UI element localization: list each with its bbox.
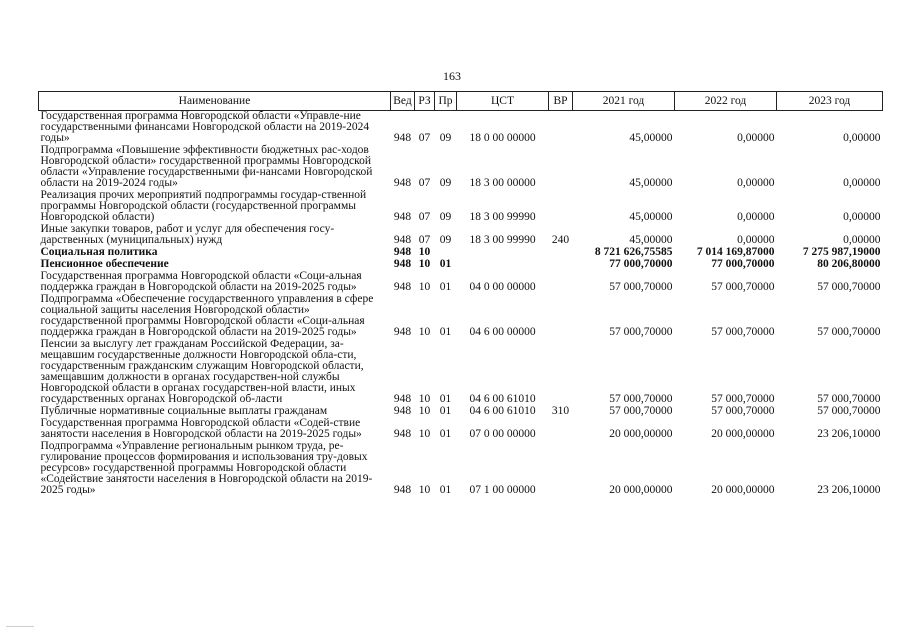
row-amount-2023: 80 206,80000 <box>817 258 881 270</box>
table-row <box>39 224 883 247</box>
row-vr <box>549 259 573 271</box>
row-cst: 18 0 00 00000 <box>469 132 536 144</box>
row-ved: 948 <box>393 177 412 189</box>
row-amount-2023: 0,00000 <box>843 132 881 144</box>
row-amount-2021: 45,00000 <box>629 177 673 189</box>
row-ved: 948 <box>393 428 412 440</box>
row-name: Подпрограмма «Обеспечение государственного управления в сфере социальной защиты населения Новгородской области» государственной программы Новгородской области «Соци-альная поддержка граждан в Новгородской области на 2019-2025 годы» <box>40 293 374 338</box>
row-vr <box>549 294 573 339</box>
row-cst: 18 3 00 99990 <box>469 234 536 246</box>
row-amount-2023: 7 275 987,19000 <box>802 246 881 258</box>
row-vr <box>549 418 573 441</box>
table-row <box>39 111 883 146</box>
row-amount-2022: 57 000,70000 <box>711 393 775 405</box>
table-row <box>39 418 883 441</box>
row-amount-2023: 0,00000 <box>843 177 881 189</box>
row-amount-2021: 57 000,70000 <box>609 326 673 338</box>
row-amount-2023: 57 000,70000 <box>817 326 881 338</box>
row-amount-2022: 77 000,70000 <box>711 258 775 270</box>
row-amount-2021: 45,00000 <box>629 132 673 144</box>
row-rz: 10 <box>418 405 431 417</box>
row-vr: 310 <box>551 405 570 417</box>
row-amount-2021: 20 000,00000 <box>609 484 673 496</box>
row-rz: 07 <box>418 234 431 246</box>
row-vr <box>549 339 573 406</box>
row-ved: 948 <box>393 234 412 246</box>
table-row <box>39 441 883 497</box>
row-amount-2023: 23 206,10000 <box>817 484 881 496</box>
row-amount-2022: 0,00000 <box>737 132 775 144</box>
row-name: Подпрограмма «Повышение эффективности бюджетных рас-ходов Новгородской области» государственной программы Новгородской области «Управление государственными фи-нансами Новгородской области на 2019-2024 годы» <box>40 144 373 189</box>
row-rz: 10 <box>418 326 431 338</box>
row-name: Иные закупки товаров, работ и услуг для обеспечения госу-дарственных (муниципальных) нужд <box>40 223 335 246</box>
row-cst: 18 3 00 99990 <box>469 211 536 223</box>
row-name: Пенсионное обеспечение <box>40 258 169 270</box>
row-rz: 07 <box>418 132 431 144</box>
row-amount-2022: 57 000,70000 <box>711 326 775 338</box>
row-amount-2021: 45,00000 <box>629 211 673 223</box>
row-rz: 10 <box>418 258 431 270</box>
row-name: Государственная программа Новгородской области «Управле-ние государственными финансами Новгородской области на 2019-2024 годы» <box>40 110 370 144</box>
header-2021: 2021 год <box>573 92 675 111</box>
row-cst: 04 0 00 00000 <box>469 281 536 293</box>
row-pr: 09 <box>439 234 452 246</box>
row-pr: 01 <box>439 281 452 293</box>
table-row <box>39 339 883 406</box>
table-header-row <box>39 92 883 111</box>
row-pr: 01 <box>439 484 452 496</box>
row-pr: 01 <box>439 326 452 338</box>
row-cst: 07 1 00 00000 <box>469 484 536 496</box>
row-name: Социальная политика <box>40 246 158 258</box>
row-name: Публичные нормативные социальные выплаты гражданам <box>40 405 328 417</box>
row-amount-2022: 20 000,00000 <box>711 484 775 496</box>
header-rz: РЗ <box>415 92 435 111</box>
row-name: Реализация прочих мероприятий подпрограммы государ-ственной программы Новгородской области (государственной программы Новгородской области) <box>40 189 367 223</box>
page-number: 163 <box>443 69 461 83</box>
row-ved: 948 <box>393 281 412 293</box>
header-2022: 2022 год <box>675 92 777 111</box>
row-vr <box>549 247 573 259</box>
row-ved: 948 <box>393 326 412 338</box>
row-pr: 09 <box>439 211 452 223</box>
scan-mark <box>6 626 34 627</box>
row-amount-2021: 57 000,70000 <box>609 393 673 405</box>
row-amount-2022: 0,00000 <box>737 177 775 189</box>
row-amount-2022: 0,00000 <box>737 234 775 246</box>
row-cst <box>457 247 549 259</box>
row-amount-2022: 57 000,70000 <box>711 405 775 417</box>
row-vr <box>549 145 573 190</box>
row-vr <box>549 441 573 497</box>
row-rz: 10 <box>418 393 431 405</box>
row-amount-2021: 77 000,70000 <box>609 258 673 270</box>
row-rz: 10 <box>418 281 431 293</box>
row-pr: 01 <box>439 393 452 405</box>
header-vr: ВР <box>549 92 573 111</box>
header-pr: Пр <box>435 92 457 111</box>
row-amount-2023: 0,00000 <box>843 211 881 223</box>
budget-table <box>38 91 883 497</box>
row-ved: 948 <box>393 258 412 270</box>
row-amount-2023: 57 000,70000 <box>817 281 881 293</box>
row-vr <box>549 190 573 224</box>
row-pr: 01 <box>439 258 452 270</box>
row-ved: 948 <box>393 132 412 144</box>
row-amount-2021: 57 000,70000 <box>609 405 673 417</box>
row-amount-2022: 57 000,70000 <box>711 281 775 293</box>
table-row <box>39 271 883 294</box>
row-amount-2023: 0,00000 <box>843 234 881 246</box>
row-pr: 09 <box>439 177 452 189</box>
row-pr: 01 <box>439 405 452 417</box>
row-pr: 01 <box>439 428 452 440</box>
row-ved: 948 <box>393 393 412 405</box>
row-amount-2023: 57 000,70000 <box>817 405 881 417</box>
row-pr: 09 <box>439 132 452 144</box>
row-rz: 10 <box>418 428 431 440</box>
row-rz: 10 <box>418 484 431 496</box>
row-amount-2023: 57 000,70000 <box>817 393 881 405</box>
row-name: Государственная программа Новгородской области «Содей-ствие занятости населения в Новгородской области на 2019-2025 годы» <box>40 417 362 440</box>
header-2023: 2023 год <box>777 92 883 111</box>
row-amount-2021: 8 721 626,75585 <box>594 246 673 258</box>
table-row <box>39 145 883 190</box>
row-cst: 04 6 00 61010 <box>469 393 536 405</box>
row-vr <box>549 111 573 146</box>
row-amount-2021: 20 000,00000 <box>609 428 673 440</box>
row-ved: 948 <box>393 211 412 223</box>
row-rz: 07 <box>418 177 431 189</box>
row-amount-2023: 23 206,10000 <box>817 428 881 440</box>
row-name: Пенсии за выслугу лет гражданам Российской Федерации, за-мещавшим государственные должности Новгородской обла-сти, государственным гражданским служащим Новгородской области, замещавшим должности в органах государствен-ной службы Новгородской области в органах государствен-ной власти, иных государственных органах Новгородской об-ласти <box>40 338 364 405</box>
row-name: Государственная программа Новгородской области «Соци-альная поддержка граждан в Новгородской области на 2019-2025 годы» <box>40 270 362 293</box>
row-ved: 948 <box>393 405 412 417</box>
row-cst: 04 6 00 61010 <box>469 405 536 417</box>
header-ved: Вед <box>391 92 415 111</box>
row-vr <box>549 271 573 294</box>
row-cst: 07 0 00 00000 <box>469 428 536 440</box>
header-name: Наименование <box>39 92 391 111</box>
row-amount-2022: 20 000,00000 <box>711 428 775 440</box>
table-row <box>39 294 883 339</box>
row-rz: 10 <box>418 246 431 258</box>
row-amount-2021: 57 000,70000 <box>609 281 673 293</box>
row-rz: 07 <box>418 211 431 223</box>
row-vr: 240 <box>551 234 570 246</box>
row-ved: 948 <box>393 246 412 258</box>
row-cst: 18 3 00 00000 <box>469 177 536 189</box>
table-row <box>39 190 883 224</box>
row-amount-2021: 45,00000 <box>629 234 673 246</box>
row-cst: 04 6 00 00000 <box>469 326 536 338</box>
row-amount-2022: 0,00000 <box>737 211 775 223</box>
row-name: Подпрограмма «Управление региональным рынком труда, ре-гулирование процессов формирования и использования тру-довых ресурсов» государственной программы Новгородской области «Содействие занятости населения в Новгородской области на 2019-2025 годы» <box>40 440 373 496</box>
row-amount-2022: 7 014 169,87000 <box>696 246 775 258</box>
header-cst: ЦСТ <box>457 92 549 111</box>
table-body <box>39 111 883 498</box>
row-ved: 948 <box>393 484 412 496</box>
row-cst <box>457 259 549 271</box>
